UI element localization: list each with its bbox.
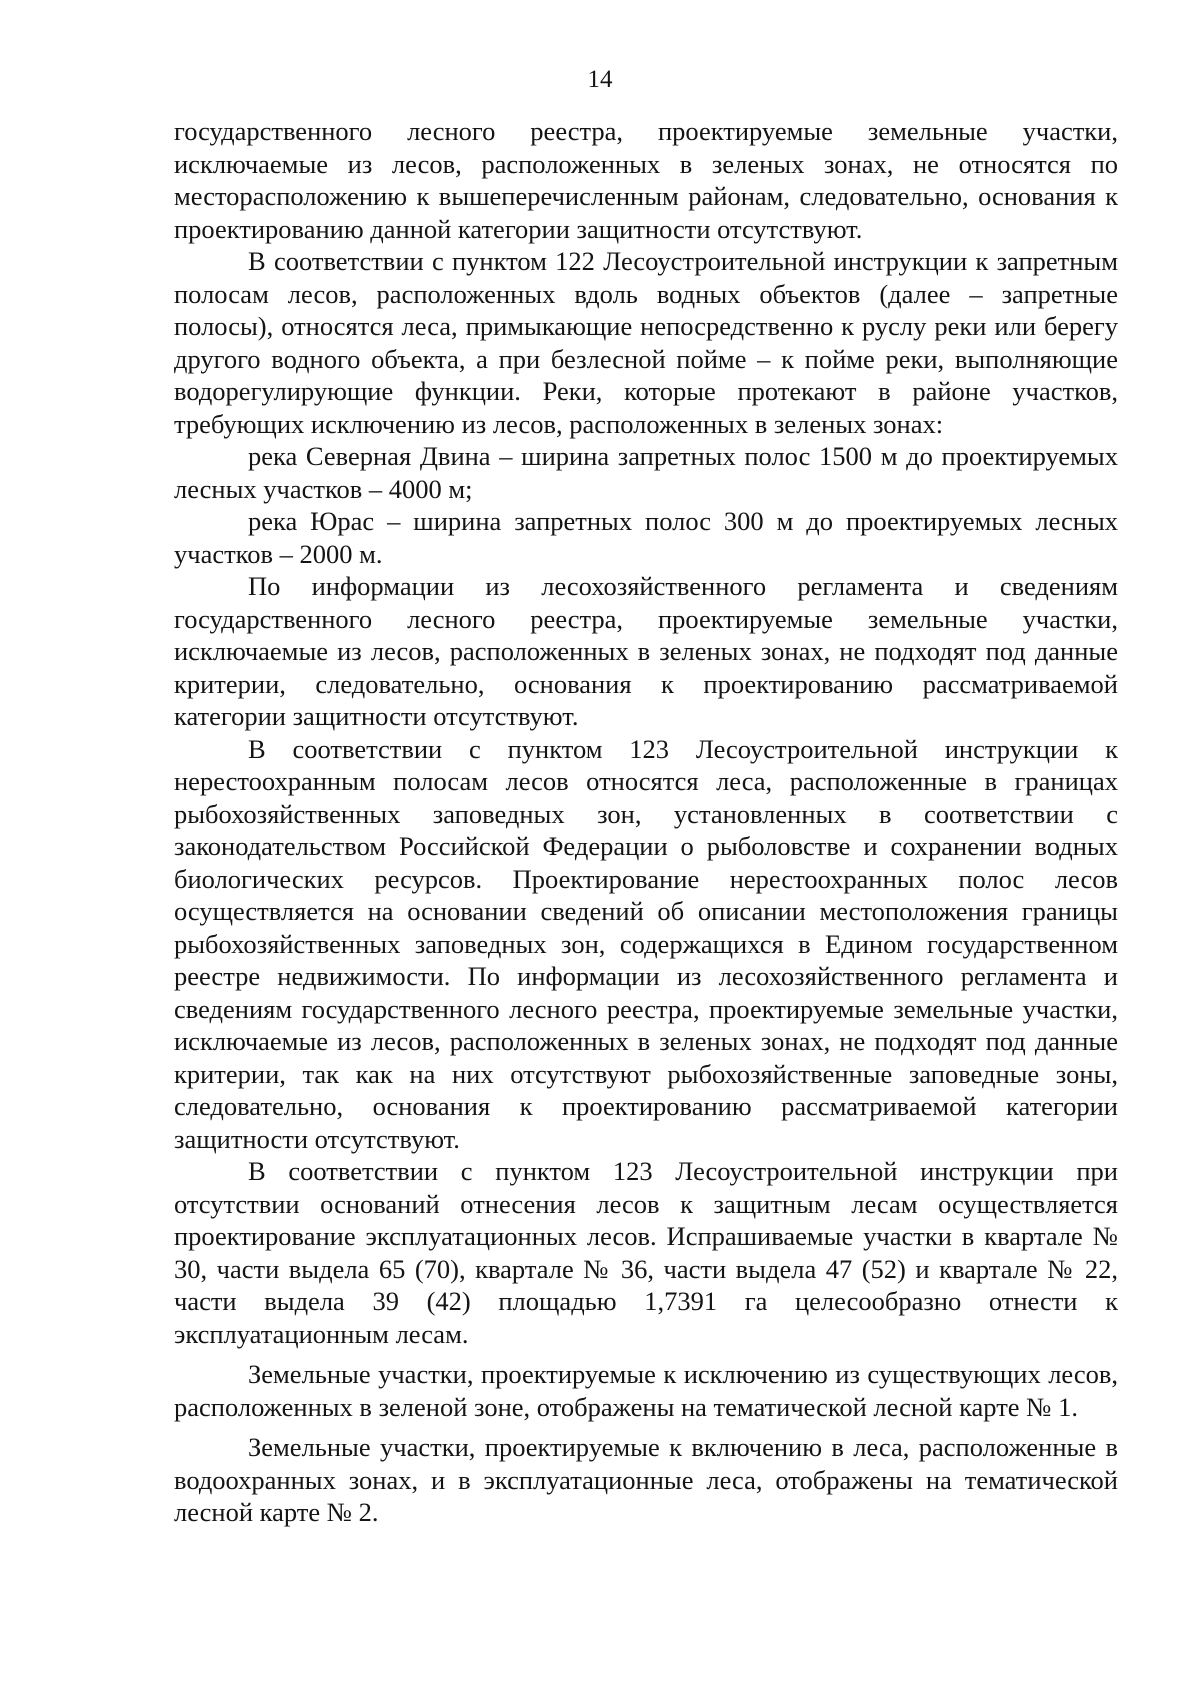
paragraph-exploitation-forests: В соответствии с пунктом 123 Лесоустроительной инструкции при отсутствии оснований отнесения лесов к защитным лесам осуществляется проектирование эксплуатационных лесов. Испрашиваемые участки в квартале № 30, части выдела 65 (70), квартале № 36, части выдела 47 (52) и квартале № 22, части выдела 39 (42) площадью 1,7391 га целесообразно отнести к эксплуатационным лесам. xyxy=(174,1156,1118,1349)
paragraph-map-1: Земельные участки, проектируемые к исключению из существующих лесов, расположенных в зеленой зоне, отображены на тематической лесной карте № 1. xyxy=(174,1359,1118,1422)
paragraph-map-2: Земельные участки, проектируемые к включению в леса, расположенные в водоохранных зонах, и в эксплуатационные леса, отображены на тематической лесной карте № 2. xyxy=(174,1432,1118,1527)
document-body xyxy=(174,115,1118,1529)
paragraph-river-yuras: река Юрас – ширина запретных полос 300 м до проектируемых лесных участков – 2000 м. xyxy=(174,506,1118,569)
paragraph-spawning-protection: В соответствии с пунктом 123 Лесоустроительной инструкции к нерестоохранным полосам лесов относятся леса, расположенные в границах рыбохозяйственных заповедных зон, установленных в соответствии с законодательством Российской Федерации о рыболовстве и сохранении водных биологических ресурсов. Проектирование нерестоохранных полос лесов осуществляется на основании сведений об описании местоположения границы рыбохозяйственных заповедных зон, содержащихся в Едином государственном реестре недвижимости. По информации из лесохозяйственного регламента и сведениям государственного лесного реестра, проектируемые земельные участки, исключаемые из лесов, расположенных в зеленых зонах, не подходят под данные критерии, так как на них отсутствуют рыбохозяйственные заповедные зоны, следовательно, основания к проектированию рассматриваемой категории защитности отсутствуют. xyxy=(174,733,1118,1154)
paragraph-river-severnaya-dvina: река Северная Двина – ширина запретных полос 1500 м до проектируемых лесных участков – 4000 м; xyxy=(174,441,1118,504)
paragraph-criteria-not-met: По информации из лесохозяйственного регламента и сведениям государственного лесного реестра, проектируемые земельные участки, исключаемые из лесов, расположенных в зеленых зонах, не подходят под данные критерии, следовательно, основания к проектированию рассматриваемой категории защитности отсутствуют. xyxy=(174,571,1118,731)
paragraph-continuation: государственного лесного реестра, проектируемые земельные участки, исключаемые из лесов, расположенных в зеленых зонах, не относятся по месторасположению к вышеперечисленным районам, следовательно, основания к проектированию данной категории защитности отсутствуют. xyxy=(174,116,1118,244)
page-number: 14 xyxy=(587,66,613,93)
paragraph-restricted-strips: В соответствии с пунктом 122 Лесоустроительной инструкции к запретным полосам лесов, расположенных вдоль водных объектов (далее – запретные полосы), относятся леса, примыкающие непосредственно к руслу реки или берегу другого водного объекта, а при безлесной пойме – к пойме реки, выполняющие водорегулирующие функции. Реки, которые протекают в районе участков, требующих исключению из лесов, расположенных в зеленых зонах: xyxy=(174,246,1118,439)
